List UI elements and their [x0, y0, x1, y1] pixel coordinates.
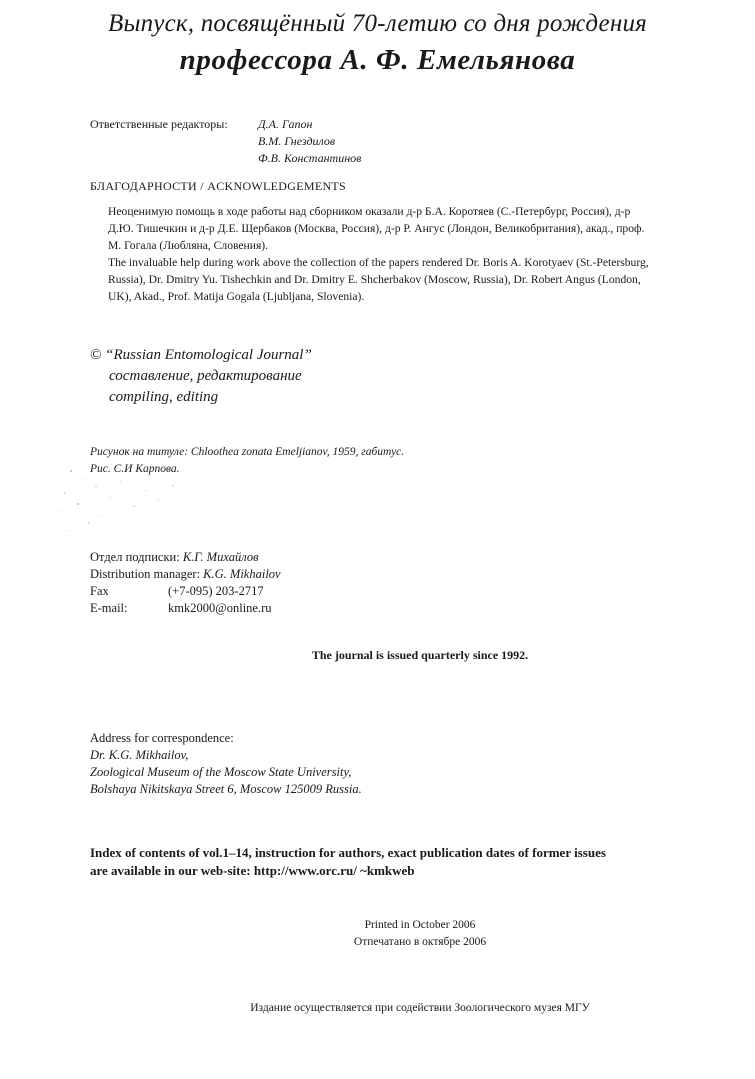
- address-line: Zoological Museum of the Moscow State University,: [90, 765, 352, 779]
- distribution-manager-label: Distribution manager:: [90, 567, 201, 581]
- email-label: E-mail:: [90, 601, 128, 615]
- subscription-block: [90, 549, 281, 617]
- fax-value: (+7-095) 203-2717: [168, 584, 264, 598]
- address-line: Bolshaya Nikitskaya Street 6, Moscow 125009 Russia.: [90, 782, 362, 796]
- email-row: [90, 600, 281, 617]
- distribution-manager: [90, 566, 281, 583]
- quarterly-note: The journal is issued quarterly since 1992.: [311, 648, 529, 662]
- cover-figure-caption: [90, 444, 404, 478]
- index-note-line: are available in our web-site: http://www.orc.ru/ ~kmkweb: [90, 863, 415, 878]
- index-note: [90, 844, 690, 880]
- editor-name: В.М. Гнездилов: [258, 134, 336, 148]
- ack-en-line: Russia), Dr. Dmitry Yu. Tishechkin and Dr. Dmitry E. Shcherbakov (Moscow, Russia), Dr. Robert Angus (London,: [108, 273, 641, 286]
- issue-dedication-title: Выпуск, посвящённый 70-летию со дня рождения: [108, 10, 647, 37]
- subscription-ru-label: Отдел подписки:: [90, 550, 180, 564]
- professor-name-title: профессора А. Ф. Емельянова: [179, 44, 576, 76]
- editor-name: Д.А. Гапон: [258, 117, 313, 131]
- printed-date: [0, 917, 755, 951]
- copyright-journal: © “Russian Entomological Journal”: [90, 347, 312, 363]
- editor-name: Ф.В. Константинов: [258, 151, 362, 165]
- distribution-manager-name: K.G. Mikhailov: [203, 567, 281, 581]
- copyright-block: [90, 345, 312, 408]
- fax-row: [90, 583, 281, 600]
- subscription-ru-name: К.Г. Михайлов: [182, 550, 259, 564]
- acknowledgements-english: [108, 254, 708, 305]
- printed-date-en: Printed in October 2006: [364, 919, 476, 931]
- editors-label: Ответственные редакторы:: [90, 117, 228, 131]
- address-line: Dr. K.G. Mikhailov,: [90, 748, 189, 762]
- footer-note: Издание осуществляется при содействии Зоологического музея МГУ: [250, 1002, 590, 1014]
- email-value: kmk2000@online.ru: [168, 601, 272, 615]
- index-note-line: Index of contents of vol.1–14, instruction for authors, exact publication dates of former issues: [90, 845, 606, 860]
- copyright-compiling-ru: составление, редактирование: [109, 368, 302, 384]
- address-block: [90, 730, 362, 798]
- cover-figure-artist: Рис. С.И Карпова.: [90, 463, 180, 475]
- subscription-ru: [90, 549, 281, 566]
- acknowledgements-russian: [108, 203, 708, 254]
- copyright-compiling-en: compiling, editing: [109, 389, 219, 405]
- ack-en-line: The invaluable help during work above the collection of the papers rendered Dr. Boris A. Korotyaev (St.-Petersburg,: [108, 256, 649, 269]
- acknowledgements-heading: БЛАГОДАРНОСТИ / ACKNOWLEDGEMENTS: [90, 179, 347, 193]
- printed-date-ru: Отпечатано в октябре 2006: [353, 936, 487, 948]
- cover-figure-species: Рисунок на титуле: Chloothea zonata Emeljianov, 1959, габитус.: [90, 446, 405, 458]
- ack-ru-line: Неоценимую помощь в ходе работы над сборником оказали д-р Б.А. Коротяев (С.-Петербург, Россия), д-р: [108, 205, 631, 218]
- ack-en-line: UK), Akad., Prof. Matija Gogala (Ljubljana, Slovenia).: [108, 290, 365, 303]
- fax-label: Fax: [90, 584, 109, 598]
- ack-ru-line: Д.Ю. Тишечкин и д-р Д.Е. Щербаков (Москва, Россия), д-р Р. Ангус (Лондон, Великобритания), акад., проф.: [108, 222, 645, 235]
- address-label: Address for correspondence:: [90, 731, 234, 745]
- ack-ru-line: М. Гогала (Любляна, Словения).: [108, 239, 269, 252]
